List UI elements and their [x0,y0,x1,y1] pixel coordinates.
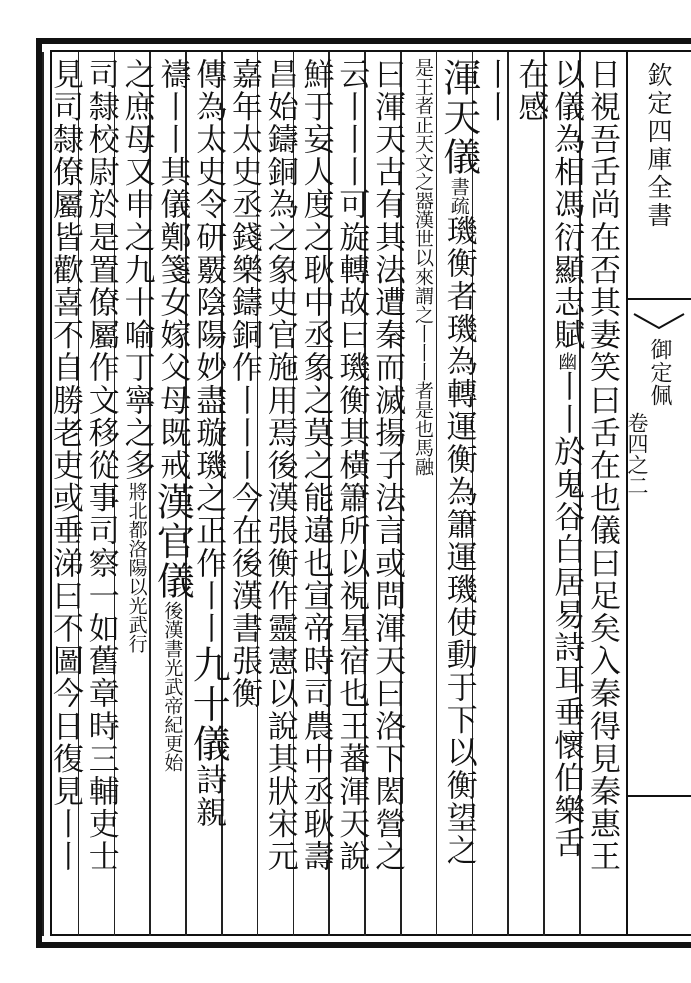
fishtail-mark-icon [632,312,686,332]
body-text: 丨丨於鬼谷白居易詩耳垂懷伯樂舌 [548,370,585,860]
body-text: 在感 [512,58,549,124]
text-column [331,58,371,873]
body-text: 之庶母又申之九十喻丁寧之多 [118,58,155,482]
text-column [510,58,550,123]
text-column [260,58,300,873]
column-rule [543,52,545,936]
text-column [81,58,121,873]
body-text: 司隸校尉於是置僚屬作文移從事司察一如舊章時三輔吏士 [82,58,119,873]
body-text: 傳為太史令研覈陰陽妙盡璇璣之正作丨丨 [190,58,227,645]
text-column [403,58,443,476]
banner-title: 欽定四庫全書 [644,62,673,230]
text-column [117,58,157,653]
body-text: 曰渾天古有其法遭秦而滅揚子法言或問渾天曰洛下閎營之 [369,58,406,873]
banner-divider-lower [626,795,691,797]
body-text: 璣衡者璣為轉運衡為簫運璣使動于下以衡望之 [440,214,477,867]
text-column [296,58,336,873]
body-text: 鮮于妄人度之耿中丞象之莫之能違也宣帝時司農中丞耿壽 [297,58,334,873]
entry-heading: 渾天儀 [436,58,481,177]
entry-heading: 九十儀 [186,644,231,764]
text-column [186,58,231,829]
body-text: 見司隸僚屬皆歡喜不自勝老吏或垂涕曰不圖今日復見丨丨 [47,58,83,873]
banner-volume: 卷四之二 [625,412,649,496]
annotation-text: 將北都洛陽以光武行 [125,481,148,653]
text-column [224,58,264,710]
banner-divider [626,298,691,300]
body-text: 丨丨 [476,58,513,124]
annotation-text: 後漢書光武帝紀更始 [161,600,184,772]
text-column [436,58,481,867]
body-text: 昌始鑄銅為之象史官施用焉後漢張衡作靈憲以說其狀宋元 [261,58,298,873]
text-column [45,58,85,873]
annotation-text: 是王者正天文之器漢世以來謂之丨丨丨者是也馬融 [412,58,434,476]
body-text: 嘉年太史丞錢樂鑄銅作丨丨丨今在後漢書張衡 [226,58,262,710]
body-text: 詩親 [190,763,227,829]
column-rule [507,52,509,936]
text-column [546,58,586,859]
column-rule [42,52,44,936]
text-column [582,58,622,873]
text-column [367,58,407,873]
annotation-text: 書疏 [447,176,470,215]
text-column [150,58,195,772]
body-text: 云丨丨丨可旋轉故曰璣衡其橫簫所以視星宿也王蕃渾天說 [333,58,370,873]
body-text: 以儀為相馮衍顯志賦 [548,58,585,352]
entry-heading: 漢官儀 [150,481,195,601]
body-text: 日視吾舌尚在否其妻笑曰舌在也儀曰足矣入秦得見秦惠王 [584,58,620,873]
banner-subtitle: 御定佩 [647,338,672,407]
annotation-text: 幽 [555,351,578,371]
body-text: 禱丨丨其儀鄭箋女嫁父母既戒 [154,58,191,482]
